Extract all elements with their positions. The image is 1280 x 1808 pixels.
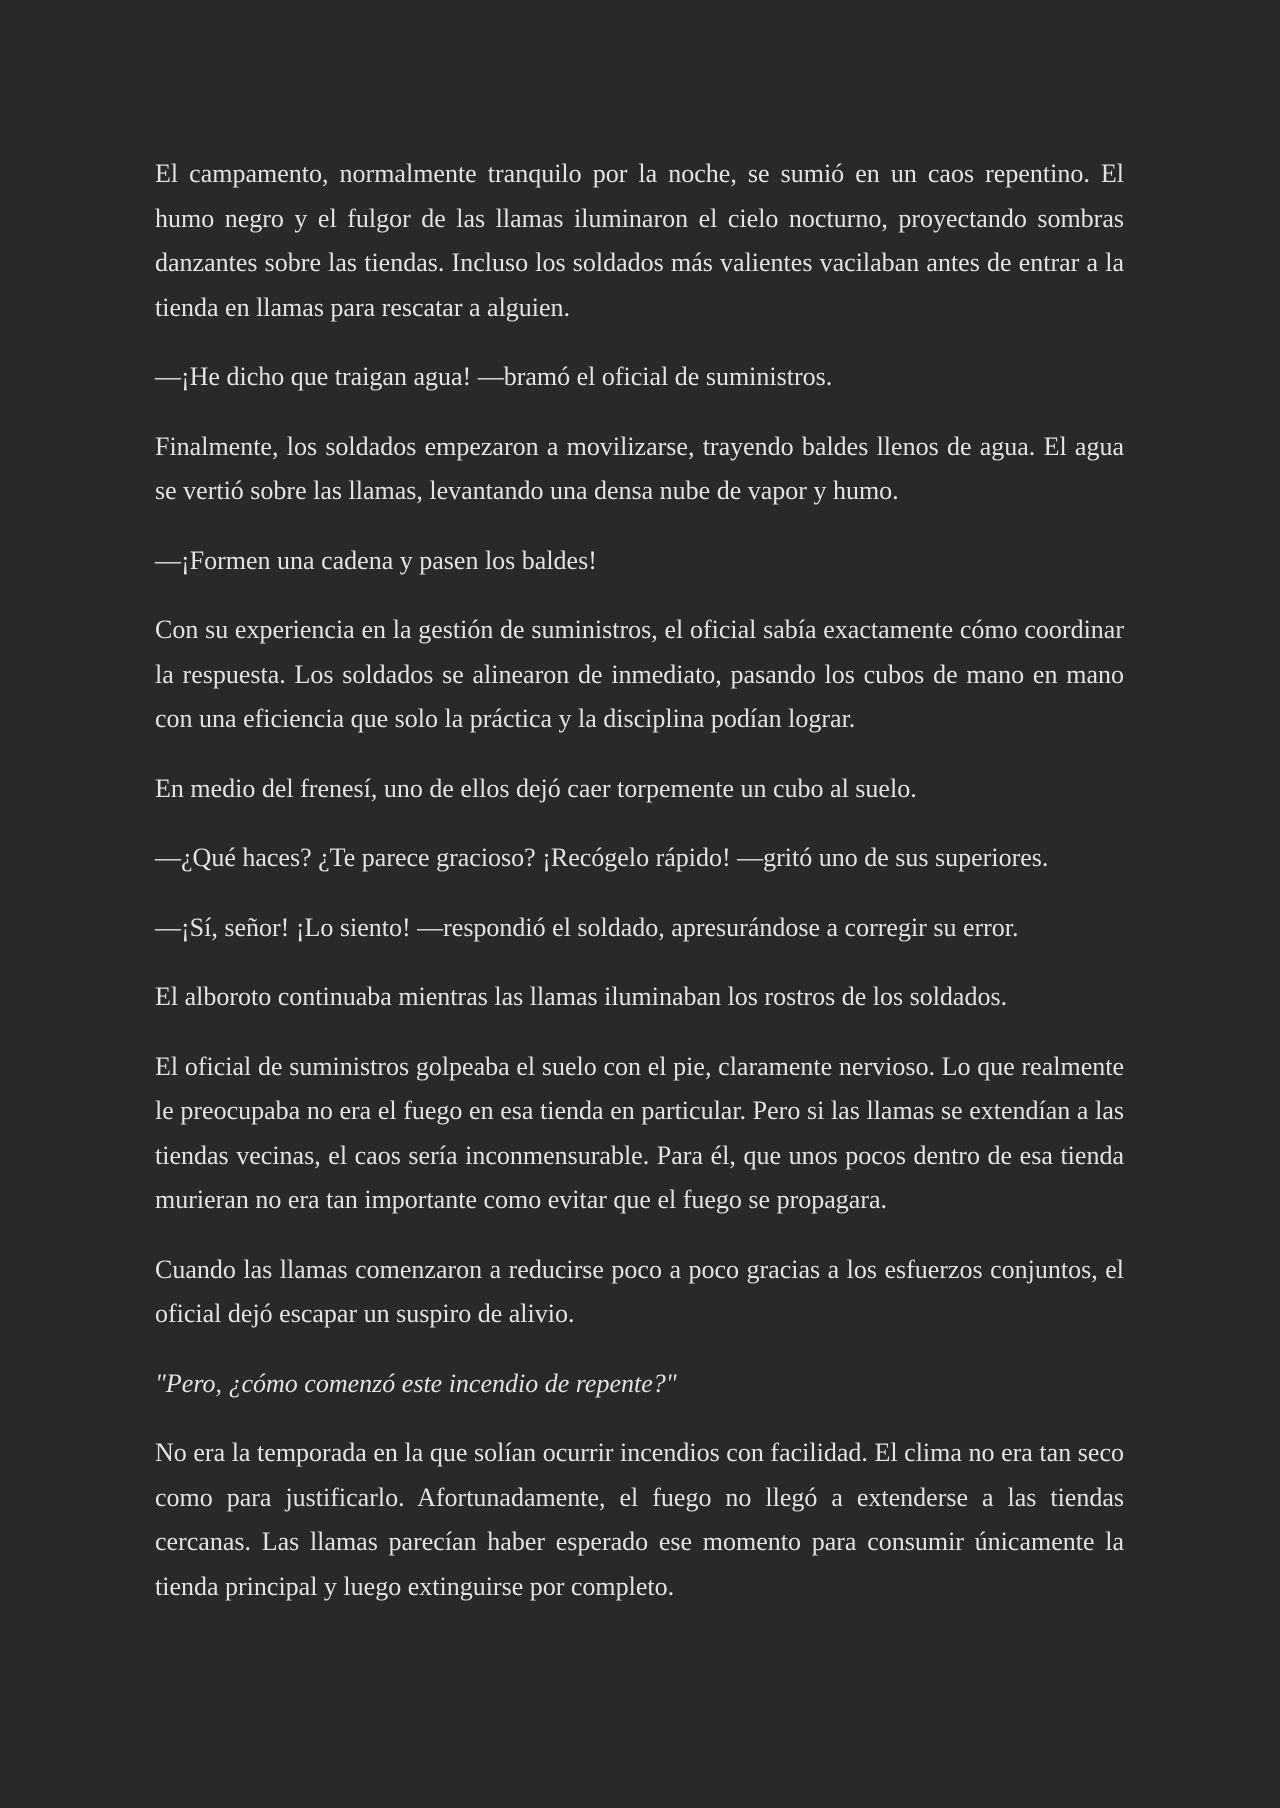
dialogue-line: —¿Qué haces? ¿Te parece gracioso? ¡Recógelo rápido! —gritó uno de sus superiores. bbox=[155, 843, 1049, 872]
paragraph: El alboroto continuaba mientras las llamas iluminaban los rostros de los soldados. bbox=[155, 982, 1008, 1011]
dialogue-line: —¡Formen una cadena y pasen los baldes! bbox=[155, 545, 597, 575]
paragraph: Con su experiencia en la gestión de suministros, el oficial sabía exactamente cómo coordinar la respuesta. Los soldados se alinearon de inmediato, pasando los cubos de mano en mano con una eficiencia que solo la práctica y la disciplina podían lograr. bbox=[155, 615, 1124, 733]
paragraph: En medio del frenesí, uno de ellos dejó caer torpemente un cubo al suelo. bbox=[155, 773, 917, 803]
paragraph: Cuando las llamas comenzaron a reducirse poco a poco gracias a los esfuerzos conjuntos, el oficial dejó escapar un suspiro de alivio. bbox=[155, 1254, 1124, 1328]
paragraph: El oficial de suministros golpeaba el suelo con el pie, claramente nervioso. Lo que realmente le preocupaba no era el fuego en esa tienda en particular. Pero si las llamas se extendían a las tiendas vecinas, el caos sería inconmensurable. Para él, que unos pocos dentro de esa tienda murieran no era tan importante como evitar que el fuego se propagara. bbox=[155, 1051, 1124, 1214]
dialogue-line: —¡He dicho que traigan agua! —bramó el oficial de suministros. bbox=[155, 362, 833, 391]
reader-page bbox=[155, 152, 1124, 1634]
paragraph: No era la temporada en la que solían ocurrir incendios con facilidad. El clima no era tan seco como para justificarlo. Afortunadamente, el fuego no llegó a extenderse a las tiendas cercanas. Las llamas parecían haber esperado ese momento para consumir únicamente la tienda principal y luego extinguirse por completo. bbox=[155, 1438, 1124, 1601]
dialogue-line: —¡Sí, señor! ¡Lo siento! —respondió el soldado, apresurándose a corregir su error. bbox=[155, 912, 1019, 942]
inner-thought: "Pero, ¿cómo comenzó este incendio de repente?" bbox=[155, 1368, 677, 1398]
paragraph: El campamento, normalmente tranquilo por la noche, se sumió en un caos repentino. El humo negro y el fulgor de las llamas iluminaron el cielo nocturno, proyectando sombras danzantes sobre las tiendas. Incluso los soldados más valientes vacilaban antes de entrar a la tienda en llamas para rescatar a alguien. bbox=[155, 159, 1124, 322]
paragraph: Finalmente, los soldados empezaron a movilizarse, trayendo baldes llenos de agua. El agua se vertió sobre las llamas, levantando una densa nube de vapor y humo. bbox=[155, 431, 1124, 505]
